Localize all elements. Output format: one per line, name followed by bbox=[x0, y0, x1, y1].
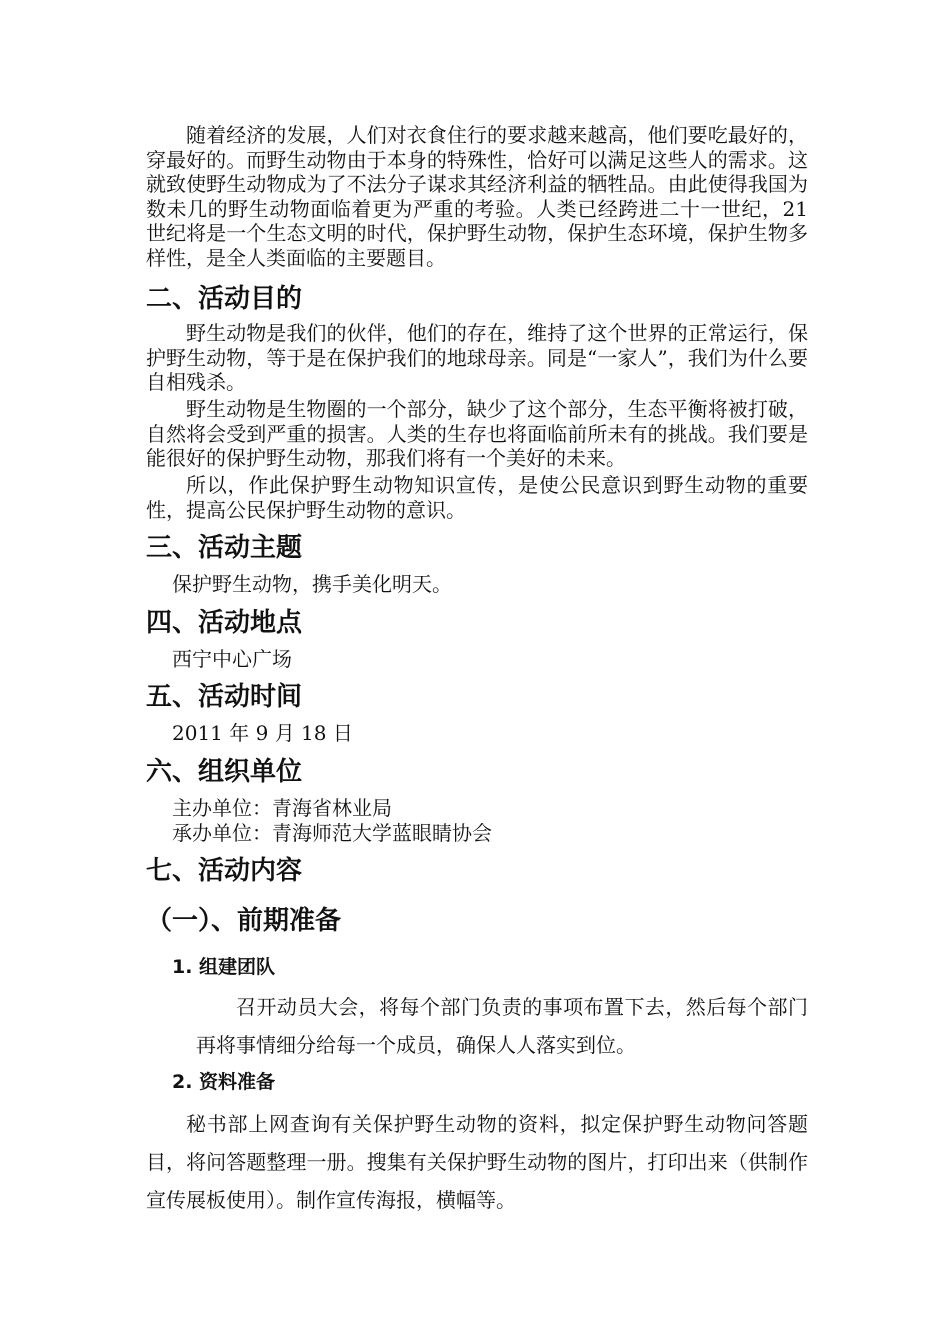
materials-paragraph: 秘书部上网查询有关保护野生动物的资料，拟定保护野生动物问答题目，将问答题整理一册。搜集有关保护野生动物的图片，打印出来（供制作宣传展板使用）。制作宣传海报，横幅等。 bbox=[146, 1112, 808, 1212]
purpose-paragraph-2: 野生动物是生物圈的一个部分，缺少了这个部分，生态平衡将被打破，自然将会受到严重的损害。人类的生存也将面临前所未有的挑战。我们要是能很好的保护野生动物，那我们将有一个美好的未来。 bbox=[146, 397, 808, 470]
team-paragraph: 召开动员大会，将每个部门负责的事项布置下去，然后每个部门再将事情细分给每一个成员，确保人人落实到位。 bbox=[196, 995, 808, 1057]
subsection-heading-preparation: （一）、前期准备 bbox=[146, 906, 342, 936]
section-heading-theme: 三、活动主题 bbox=[146, 533, 303, 563]
section-heading-location: 四、活动地点 bbox=[146, 608, 303, 638]
time-text: 2011 年 9 月 18 日 bbox=[172, 721, 353, 745]
host-unit-text: 主办单位：青海省林业局 bbox=[172, 796, 392, 820]
intro-paragraph: 随着经济的发展，人们对衣食住行的要求越来越高，他们要吃最好的，穿最好的。而野生动物由于本身的特殊性，恰好可以满足这些人的需求。这就致使野生动物成为了不法分子谋求其经济利益的牺牲品。由此使得我国为数未几的野生动物面临着更为严重的考验。人类已经跨进二十一世纪，21世纪将是一个生态文明的时代，保护野生动物，保护生态环境，保护生物多样性，是全人类面临的主要题目。 bbox=[146, 123, 808, 270]
location-text: 西宁中心广场 bbox=[172, 647, 292, 671]
section-heading-content: 七、活动内容 bbox=[146, 856, 303, 886]
section-heading-organizers: 六、组织单位 bbox=[146, 757, 303, 787]
theme-text: 保护野生动物，携手美化明天。 bbox=[172, 572, 452, 596]
item-heading-team: 1. 组建团队 bbox=[172, 956, 276, 978]
section-heading-purpose: 二、活动目的 bbox=[146, 284, 303, 314]
organizer-unit-text: 承办单位：青海师范大学蓝眼睛协会 bbox=[172, 821, 492, 845]
purpose-paragraph-1: 野生动物是我们的伙伴，他们的存在，维持了这个世界的正常运行，保护野生动物，等于是在保护我们的地球母亲。同是“一家人”，我们为什么要自相残杀。 bbox=[146, 321, 808, 394]
purpose-paragraph-3: 所以，作此保护野生动物知识宣传，是使公民意识到野生动物的重要性，提高公民保护野生动物的意识。 bbox=[146, 473, 808, 522]
section-heading-time: 五、活动时间 bbox=[146, 682, 303, 712]
item-heading-materials: 2. 资料准备 bbox=[172, 1071, 276, 1093]
